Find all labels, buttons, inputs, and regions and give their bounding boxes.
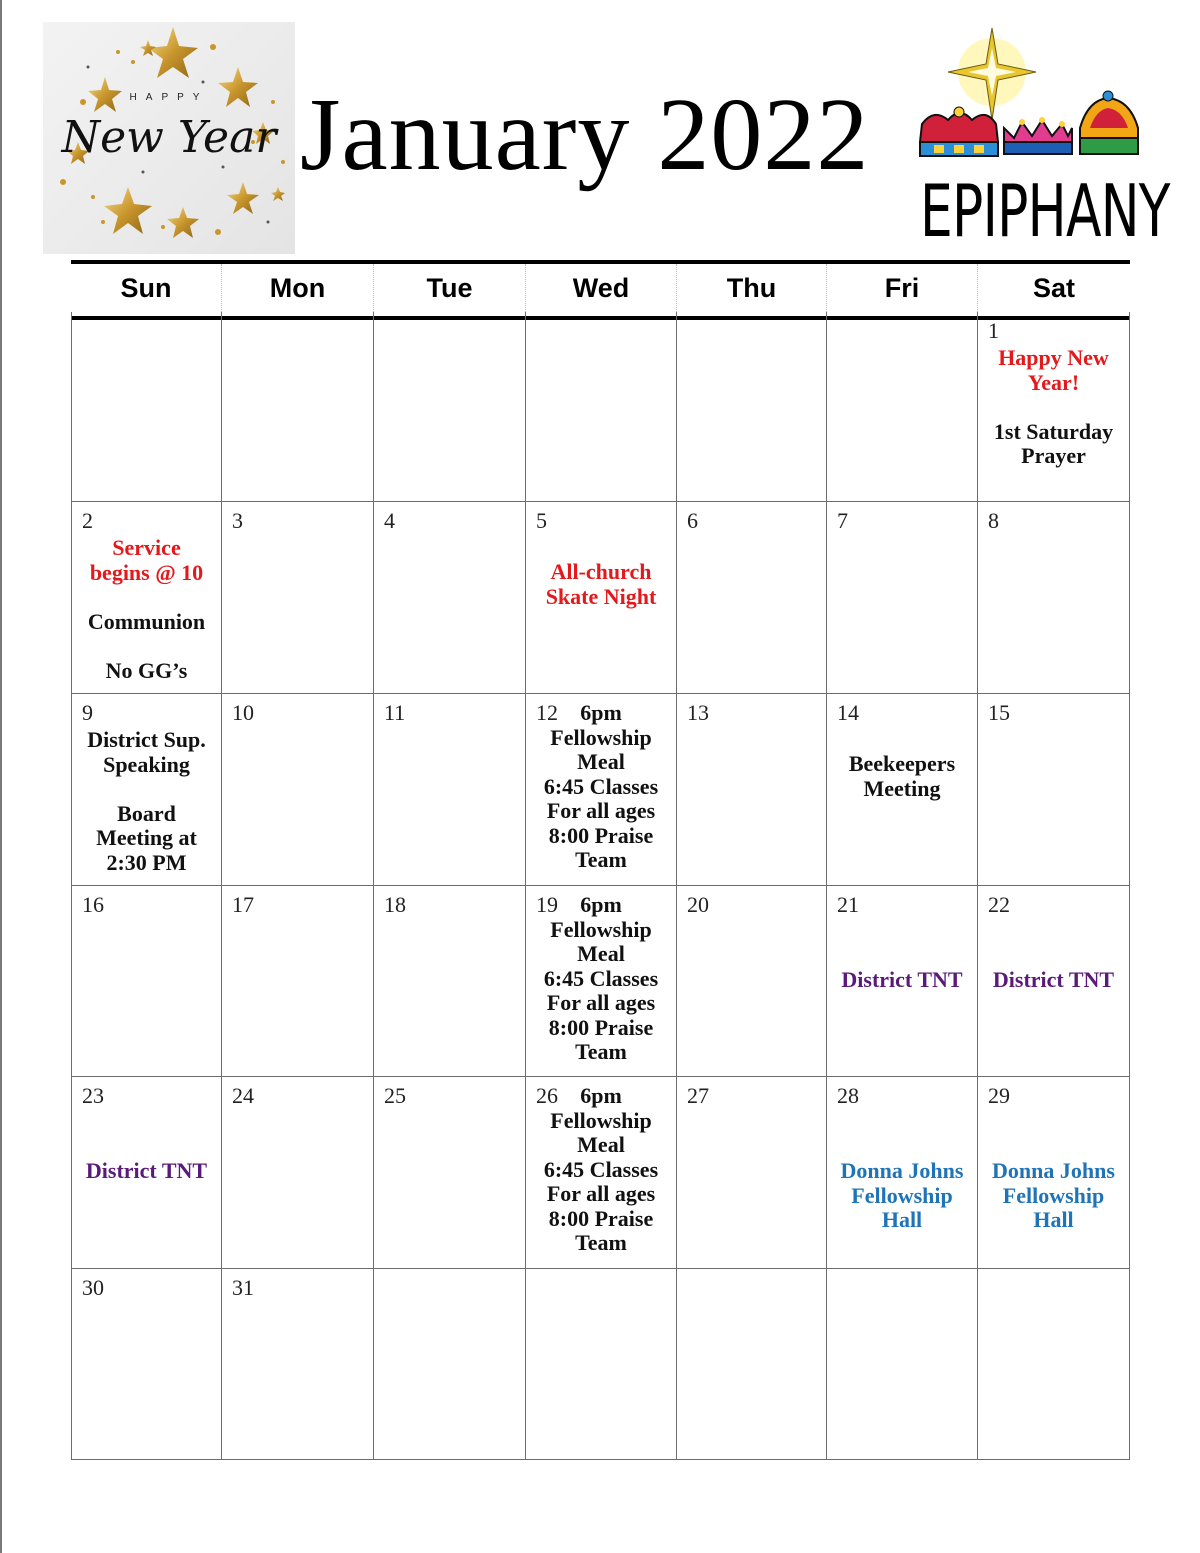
day-cell-2	[71, 502, 222, 694]
weekday-wed: Wed	[526, 264, 677, 316]
day-cell-6	[677, 502, 827, 694]
day-cell-11	[374, 694, 526, 886]
epiphany-wordmark: EPIPHANY	[920, 169, 1170, 253]
empty-day-cell	[374, 312, 526, 502]
day-number: 18	[384, 892, 406, 917]
event-line: Donna Johns	[840, 1158, 964, 1183]
day-number: 25	[384, 1083, 406, 1108]
crown-icon	[1080, 91, 1138, 154]
day-number: 4	[384, 508, 395, 533]
empty-day-cell	[827, 1269, 978, 1460]
day-cell-7	[827, 502, 978, 694]
weekday-header	[71, 260, 1130, 320]
day-cell-20	[677, 886, 827, 1077]
event-line: All-church	[550, 559, 652, 584]
empty-day-cell	[677, 312, 827, 502]
day-number: 8	[988, 508, 999, 533]
day-cell-5	[526, 502, 677, 694]
day-cell-31	[222, 1269, 374, 1460]
day-events	[831, 752, 973, 801]
event-line: Year!	[1027, 369, 1080, 395]
event-line: Board	[117, 800, 176, 826]
day-events	[982, 968, 1125, 993]
event-line: 1st Saturday	[993, 418, 1114, 444]
day-number: 15	[988, 700, 1010, 725]
day-events	[76, 728, 217, 875]
crown-icon	[1004, 117, 1072, 154]
event-line: Hall	[881, 1207, 923, 1232]
day-events	[530, 1084, 672, 1256]
day-cell-13	[677, 694, 827, 886]
day-events	[76, 536, 217, 683]
event-line: Fellowship	[851, 1182, 953, 1208]
day-number: 24	[232, 1083, 254, 1108]
empty-day-cell	[526, 312, 677, 502]
event-line: District TNT	[841, 967, 963, 992]
weekday-mon: Mon	[222, 264, 374, 316]
star-icon	[948, 28, 1036, 120]
event-line: Fellowship	[550, 1107, 652, 1133]
day-cell-22	[978, 886, 1130, 1077]
day-number: 16	[82, 892, 104, 917]
day-number: 28	[837, 1083, 859, 1108]
day-number: 22	[988, 892, 1010, 917]
event-line: Prayer	[1021, 443, 1086, 468]
page-edge	[0, 0, 2, 1553]
day-cell-29	[978, 1077, 1130, 1269]
event-line: 6:45 Classes	[543, 1156, 659, 1182]
event-line: 8:00 Praise	[548, 1014, 654, 1040]
day-number: 21	[837, 892, 859, 917]
event-line: No GG’s	[105, 657, 188, 683]
day-cell-27	[677, 1077, 827, 1269]
event-line: Speaking	[103, 751, 190, 777]
day-cell-15	[978, 694, 1130, 886]
weekday-thu: Thu	[677, 264, 827, 316]
day-events	[982, 346, 1125, 469]
event-line: Beekeepers	[848, 751, 956, 776]
day-cell-18	[374, 886, 526, 1077]
event-line: For all ages	[546, 1181, 656, 1206]
day-cell-14	[827, 694, 978, 886]
empty-day-cell	[827, 312, 978, 502]
page-title: January 2022	[300, 77, 870, 192]
day-number: 27	[687, 1083, 709, 1108]
event-line: 2:30 PM	[106, 849, 187, 875]
event-line: District TNT	[85, 1158, 208, 1183]
event-line: 6pm	[580, 700, 622, 725]
day-cell-16	[71, 886, 222, 1077]
event-line: 6:45 Classes	[543, 773, 659, 799]
empty-day-cell	[526, 1269, 677, 1460]
day-number: 12	[536, 700, 558, 725]
event-line: Team	[575, 847, 627, 872]
event-line: Donna Johns	[992, 1158, 1115, 1183]
event-line: 8:00 Praise	[548, 822, 654, 848]
event-line: Meal	[577, 941, 625, 966]
event-line: For all ages	[546, 990, 656, 1015]
event-line: District TNT	[992, 967, 1115, 992]
day-number: 2	[82, 508, 93, 533]
event-line: Meeting at	[96, 825, 197, 850]
day-cell-25	[374, 1077, 526, 1269]
day-cell-21	[827, 886, 978, 1077]
weekday-tue: Tue	[374, 264, 526, 316]
empty-day-cell	[374, 1269, 526, 1460]
event-line: 8:00 Praise	[548, 1205, 654, 1231]
epiphany-crowns-image	[912, 24, 1152, 184]
event-line: Service	[112, 535, 181, 560]
day-events	[831, 1159, 973, 1233]
day-number: 5	[536, 508, 547, 533]
day-cell-9	[71, 694, 222, 886]
day-events	[530, 701, 672, 873]
day-cell-4	[374, 502, 526, 694]
day-cell-24	[222, 1077, 374, 1269]
empty-day-cell	[677, 1269, 827, 1460]
day-number: 31	[232, 1275, 254, 1300]
event-line: Meeting	[863, 775, 941, 801]
day-number: 6	[687, 508, 698, 533]
event-line: District Sup.	[87, 727, 206, 752]
day-number: 20	[687, 892, 709, 917]
day-cell-8	[978, 502, 1130, 694]
day-events	[982, 1159, 1125, 1233]
day-cell-17	[222, 886, 374, 1077]
day-events	[831, 968, 973, 993]
weekday-sun: Sun	[71, 264, 222, 316]
crown-icon	[920, 107, 998, 156]
day-number: 1	[988, 318, 999, 343]
day-number: 10	[232, 700, 254, 725]
day-cell-3	[222, 502, 374, 694]
day-events	[530, 893, 672, 1065]
card-happy-text: HAPPY	[129, 92, 209, 103]
event-line: begins @ 10	[89, 559, 204, 585]
day-cell-12	[526, 694, 677, 886]
day-number: 3	[232, 508, 243, 533]
day-number: 14	[837, 700, 859, 725]
day-cell-10	[222, 694, 374, 886]
event-line: 6:45 Classes	[543, 965, 659, 991]
weekday-fri: Fri	[827, 264, 978, 316]
weekday-sat: Sat	[1032, 273, 1076, 303]
empty-day-cell	[978, 1269, 1130, 1460]
day-cell-30	[71, 1269, 222, 1460]
day-number: 29	[988, 1083, 1010, 1108]
day-number: 9	[82, 700, 93, 725]
event-line: Meal	[577, 1132, 625, 1157]
day-number: 23	[82, 1083, 104, 1108]
empty-day-cell	[71, 312, 222, 502]
event-line: Team	[575, 1230, 627, 1255]
calendar	[71, 260, 1130, 1300]
day-cell-23	[71, 1077, 222, 1269]
event-line: Meal	[577, 749, 625, 774]
event-line: Fellowship	[550, 724, 652, 750]
day-events	[530, 560, 672, 609]
event-line: For all ages	[546, 798, 656, 823]
day-number: 19	[536, 892, 558, 917]
day-cell-28	[827, 1077, 978, 1269]
day-cell-1	[978, 312, 1130, 502]
event-line: Fellowship	[1002, 1182, 1105, 1208]
event-line: Team	[575, 1039, 627, 1064]
event-line: 6pm	[580, 892, 622, 917]
day-number: 17	[232, 892, 254, 917]
event-line: Happy New	[998, 345, 1109, 370]
day-number: 7	[837, 508, 848, 533]
empty-day-cell	[222, 312, 374, 502]
event-line: Fellowship	[550, 916, 652, 942]
day-cell-26	[526, 1077, 677, 1269]
card-new-year-text: New Year	[61, 112, 277, 163]
day-events	[76, 1159, 217, 1184]
day-number: 13	[687, 700, 709, 725]
day-number: 26	[536, 1083, 558, 1108]
event-line: Communion	[87, 608, 206, 634]
day-number: 30	[82, 1275, 104, 1300]
event-line: Skate Night	[545, 583, 657, 609]
day-cell-19	[526, 886, 677, 1077]
happy-new-year-image	[43, 22, 295, 254]
event-line: Hall	[1033, 1207, 1074, 1232]
day-number: 11	[384, 700, 406, 725]
event-line: 6pm	[580, 1083, 622, 1108]
